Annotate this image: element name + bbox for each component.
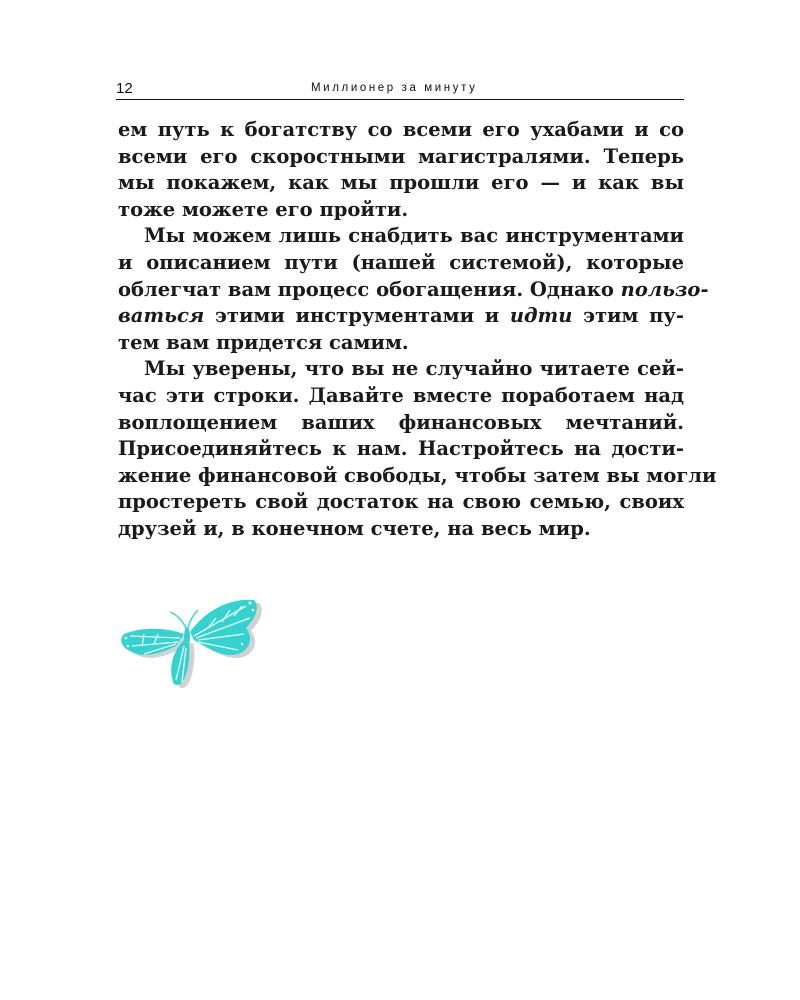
paragraph-1 — [118, 117, 684, 223]
text-line: Мы можем лишь снабдить вас инструментами — [144, 224, 684, 248]
paragraph-3 — [118, 356, 717, 542]
text-line: воплощением ваших финансовых мечтаний. — [118, 410, 684, 434]
page-number: 12 — [116, 80, 133, 97]
text-line: всеми его скоростными магистралями. Теперь — [118, 144, 684, 168]
body-text — [118, 117, 717, 543]
text-line: Мы уверены, что вы не случайно читаете сей- — [144, 357, 684, 381]
emphasis-text: пользо- — [620, 277, 709, 301]
text-line: час эти строки. Давайте вместе поработаем над — [118, 383, 684, 407]
text-line: друзей и, в конечном счете, на весь мир. — [118, 516, 591, 540]
text-line: Присоединяйтесь к нам. Настройтесь на дости- — [118, 437, 684, 461]
emphasis-text: идти — [509, 304, 573, 328]
text-line: тоже можете его пройти. — [118, 197, 409, 221]
text-line: тем вам придется самим. — [118, 330, 409, 354]
paragraph-2 — [118, 223, 709, 356]
text-line: ем путь к богатству со всеми его ухабами и со — [118, 118, 684, 141]
text-line: ваться этими инструментами и идти этим пу- — [118, 304, 684, 328]
header-rule — [116, 99, 684, 100]
text-line: облегчат вам процесс обогащения. Однако пользо- — [118, 277, 709, 301]
running-head — [116, 80, 684, 100]
book-title: Миллионер за минуту — [311, 82, 478, 94]
text-line: мы покажем, как мы прошли его — и как вы — [118, 171, 684, 195]
emphasis-text: ваться — [118, 304, 205, 328]
butterfly-icon — [114, 594, 262, 690]
text-line: простереть свой достаток на свою семью, своих — [118, 490, 684, 514]
text-line: жение финансовой свободы, чтобы затем вы могли — [118, 463, 717, 487]
text-line: и описанием пути (нашей системой), которые — [118, 250, 684, 274]
